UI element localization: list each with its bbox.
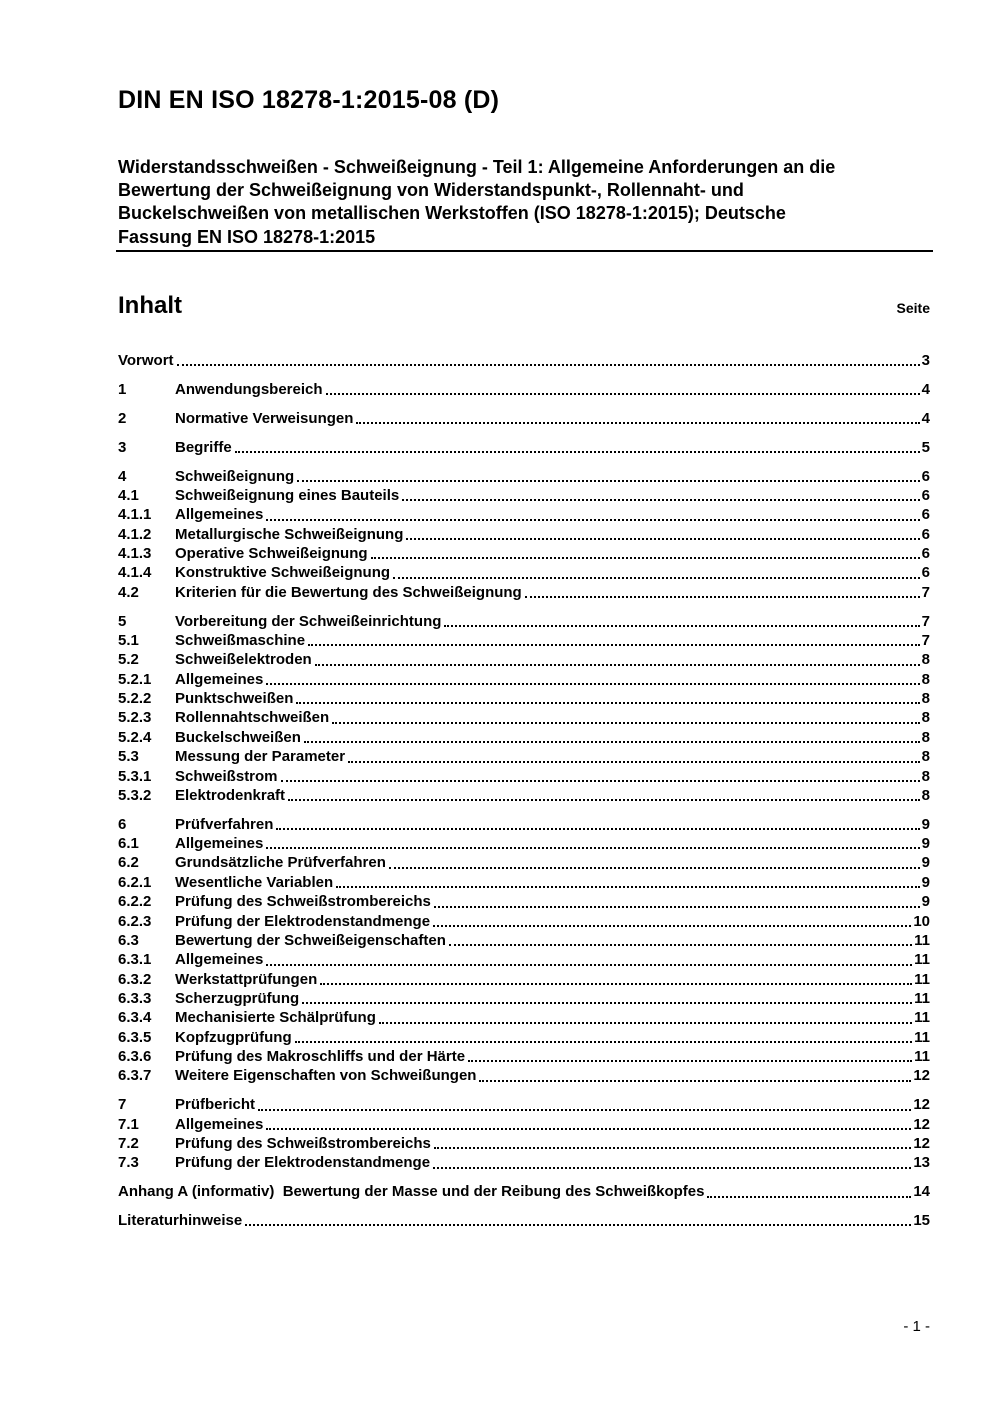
toc-entry-number: 5.2.1 <box>118 670 152 688</box>
toc-entry <box>118 892 930 911</box>
toc-entry-label: Punktschweißen <box>175 690 294 708</box>
toc-entry-label: Prüfung der Elektrodenstandmenge <box>175 912 431 930</box>
toc-entry-number: 5.1 <box>118 632 139 650</box>
toc-dot-leader <box>232 438 922 457</box>
toc-entry <box>118 563 930 582</box>
toc-entry-label: Vorwort <box>118 352 174 369</box>
toc-entry-label: Operative Schweißeignung <box>175 545 368 563</box>
toc-dot-leader <box>317 970 914 989</box>
toc-entry <box>118 873 930 892</box>
toc-entry-page: 8 <box>921 651 930 669</box>
toc-dot-leader <box>333 873 922 892</box>
toc-dot-leader <box>293 689 921 708</box>
toc-entry-page: 6 <box>921 525 930 543</box>
toc-entry <box>118 747 930 766</box>
toc-entry <box>118 950 930 969</box>
toc-entry-number: 7 <box>118 1096 127 1114</box>
toc-entry-number: 4.1 <box>118 487 139 505</box>
toc-dot-leader <box>263 670 921 689</box>
toc-entry-label: Schweißstrom <box>175 767 278 785</box>
toc-dot-leader <box>386 853 922 872</box>
toc-entry-page: 11 <box>914 951 930 969</box>
toc-entry <box>118 728 930 747</box>
toc-entry-number: 6.2.2 <box>118 893 152 911</box>
toc-entry-page: 6 <box>921 506 930 524</box>
toc-entry-number: 5 <box>118 612 127 630</box>
toc-entry-number: 1 <box>118 380 127 398</box>
toc-dot-leader <box>403 525 921 544</box>
toc-entry-page: 9 <box>921 815 930 833</box>
toc-dot-leader <box>329 708 921 727</box>
footer-page-number: - 1 - <box>903 1318 930 1335</box>
toc-entry-number: 4.1.1 <box>118 506 152 524</box>
toc-entry-page: 6 <box>921 545 930 563</box>
toc-entry-label: Allgemeines <box>175 506 264 524</box>
toc-dot-leader <box>174 351 922 370</box>
toc-entry-page: 8 <box>921 786 930 804</box>
toc-entry-page: 8 <box>921 767 930 785</box>
toc-dot-leader <box>299 989 914 1008</box>
toc-dot-leader <box>294 467 921 486</box>
toc-entry <box>118 1008 930 1027</box>
toc-entry <box>118 786 930 805</box>
toc-entry-number: 5.2.4 <box>118 728 152 746</box>
toc-entry-page: 7 <box>921 612 930 630</box>
toc-entry <box>118 1066 930 1085</box>
toc-dot-leader <box>441 612 921 631</box>
toc-entry-page: 14 <box>913 1183 930 1201</box>
toc-entry-label: Elektrodenkraft <box>175 786 286 804</box>
toc-entry-number: 6.3.7 <box>118 1067 152 1085</box>
toc-entry-label: Schweißelektroden <box>175 651 312 669</box>
toc-entry <box>118 1182 930 1201</box>
toc-entry <box>118 612 930 631</box>
toc-entry-number: 6.3.4 <box>118 1009 152 1027</box>
toc-entry-page: 11 <box>914 1009 930 1027</box>
table-of-contents <box>118 351 930 1230</box>
toc-entry-page: 15 <box>913 1212 930 1230</box>
document-subtitle-line: Widerstandsschweißen - Schweißeignung - Teil 1: Allgemeine Anforderungen an die <box>118 157 836 177</box>
document-subtitle-line: Bewertung der Schweißeignung von Widerstandspunkt-, Rollennaht- und <box>118 180 744 201</box>
toc-entry-page: 5 <box>921 438 930 456</box>
toc-entry-label: Grundsätzliche Prüfverfahren <box>175 854 386 872</box>
toc-entry <box>118 931 930 950</box>
toc-dot-leader <box>376 1008 914 1027</box>
toc-entry <box>118 544 930 563</box>
toc-entry-number: 6.3.2 <box>118 970 152 988</box>
toc-entry-number: 7.3 <box>118 1154 139 1172</box>
toc-entry <box>118 708 930 727</box>
toc-entry-label: Begriffe <box>175 438 232 456</box>
toc-entry-page: 13 <box>913 1154 930 1172</box>
toc-entry-number: 6.3 <box>118 931 139 949</box>
toc-entry-number: 5.3.2 <box>118 786 152 804</box>
toc-dot-leader <box>704 1182 913 1201</box>
toc-entry-page: 12 <box>913 1115 930 1133</box>
toc-entry-page: 12 <box>913 1134 930 1152</box>
toc-dot-leader <box>353 409 921 428</box>
toc-entry-number: 4.1.3 <box>118 545 152 563</box>
toc-dot-leader <box>390 563 922 582</box>
toc-entry <box>118 689 930 708</box>
toc-entry-label: Prüfung des Makroschliffs und der Härte <box>175 1047 466 1065</box>
toc-entry-page: 8 <box>921 690 930 708</box>
toc-dot-leader <box>430 912 913 931</box>
document-subtitle-line: Buckelschweißen von metallischen Werkstoffen (ISO 18278-1:2015); Deutsche <box>118 203 786 224</box>
toc-entry <box>118 767 930 786</box>
toc-dot-leader <box>431 892 922 911</box>
toc-entry-label: Schweißeignung <box>175 467 295 485</box>
toc-dot-leader <box>263 1115 913 1134</box>
toc-entry <box>118 989 930 1008</box>
toc-entry-page: 4 <box>921 409 930 427</box>
toc-entry-label: Kriterien für die Bewertung des Schweißeignung <box>175 583 522 601</box>
toc-dot-leader <box>273 815 921 834</box>
toc-dot-leader <box>399 486 921 505</box>
toc-entry-page: 4 <box>921 380 930 398</box>
toc-page-column-label: Seite <box>896 300 930 316</box>
toc-entry-label: Kopfzugprüfung <box>175 1028 292 1046</box>
toc-entry-number: 7.1 <box>118 1115 139 1133</box>
toc-dot-leader <box>312 650 922 669</box>
toc-entry-number: 5.3.1 <box>118 767 152 785</box>
toc-entry-page: 10 <box>913 912 930 930</box>
toc-entry-label: Prüfverfahren <box>175 815 274 833</box>
toc-entry-label: Prüfung des Schweißstrombereichs <box>175 893 431 911</box>
toc-entry-number: 4.1.4 <box>118 564 152 582</box>
toc-dot-leader <box>345 747 922 766</box>
toc-entry-page: 9 <box>921 854 930 872</box>
toc-entry-label: Metallurgische Schweißeignung <box>175 525 404 543</box>
toc-dot-leader <box>263 505 921 524</box>
toc-entry-label: Schweißmaschine <box>175 632 306 650</box>
toc-entry-label: Messung der Parameter <box>175 748 346 766</box>
toc-entry-page: 11 <box>914 989 930 1007</box>
toc-entry-label: Anwendungsbereich <box>175 380 323 398</box>
toc-entry-page: 12 <box>913 1096 930 1114</box>
toc-entry <box>118 438 930 457</box>
toc-dot-leader <box>522 583 922 602</box>
toc-entry <box>118 380 930 399</box>
toc-entry-number: 5.3 <box>118 748 139 766</box>
toc-entry <box>118 834 930 853</box>
toc-entry-page: 11 <box>914 1047 930 1065</box>
toc-entry <box>118 467 930 486</box>
toc-dot-leader <box>430 1153 913 1172</box>
toc-entry-page: 3 <box>921 352 930 369</box>
toc-dot-leader <box>255 1095 913 1114</box>
toc-entry-number: 7.2 <box>118 1134 139 1152</box>
toc-entry <box>118 409 930 428</box>
toc-entry-number: 5.2.3 <box>118 709 152 727</box>
toc-entry <box>118 505 930 524</box>
toc-entry-number: 6.2.3 <box>118 912 152 930</box>
toc-dot-leader <box>431 1134 913 1153</box>
toc-dot-leader <box>305 631 922 650</box>
toc-entry <box>118 1115 930 1134</box>
toc-dot-leader <box>263 950 914 969</box>
toc-entry-number: 6.3.5 <box>118 1028 152 1046</box>
toc-entry <box>118 670 930 689</box>
toc-entry-label: Rollennahtschweißen <box>175 709 330 727</box>
toc-entry-page: 6 <box>921 467 930 485</box>
toc-entry-number: 6.3.6 <box>118 1047 152 1065</box>
document-title: DIN EN ISO 18278-1:2015-08 (D) <box>118 86 500 114</box>
toc-entry <box>118 1134 930 1153</box>
toc-entry <box>118 1095 930 1114</box>
toc-entry-page: 12 <box>913 1067 930 1085</box>
toc-entry-label: Scherzugprüfung <box>175 989 300 1007</box>
toc-entry-page: 6 <box>921 564 930 582</box>
toc-entry-page: 8 <box>921 670 930 688</box>
toc-entry <box>118 970 930 989</box>
toc-entry-page: 9 <box>921 893 930 911</box>
toc-heading: Inhalt <box>118 292 182 319</box>
toc-entry-page: 8 <box>921 728 930 746</box>
toc-entry-label: Allgemeines <box>175 835 264 853</box>
toc-entry-page: 11 <box>914 970 930 988</box>
document-subtitle <box>118 156 952 249</box>
toc-dot-leader <box>301 728 922 747</box>
toc-entry-label: Mechanisierte Schälprüfung <box>175 1009 376 1027</box>
toc-entry-page: 8 <box>921 709 930 727</box>
toc-entry-page: 8 <box>921 748 930 766</box>
toc-dot-leader <box>368 544 922 563</box>
toc-entry-label: Werkstattprüfungen <box>175 970 318 988</box>
toc-dot-leader <box>285 786 922 805</box>
toc-entry-label: Allgemeines <box>175 951 264 969</box>
toc-header <box>118 292 930 320</box>
toc-entry-label: Bewertung der Schweißeigenschaften <box>175 931 446 949</box>
toc-entry-number: 6.3.3 <box>118 989 152 1007</box>
toc-entry-page: 6 <box>921 487 930 505</box>
toc-entry-label: Anhang A (informativ) Bewertung der Masse und der Reibung des Schweißkopfes <box>118 1183 705 1201</box>
toc-entry-number: 4.1.2 <box>118 525 152 543</box>
toc-entry <box>118 853 930 872</box>
toc-entry-label: Weitere Eigenschaften von Schweißungen <box>175 1067 477 1085</box>
toc-entry-label: Allgemeines <box>175 1115 264 1133</box>
toc-entry-number: 2 <box>118 409 127 427</box>
toc-entry-page: 11 <box>914 931 930 949</box>
toc-entry <box>118 1047 930 1066</box>
toc-entry <box>118 650 930 669</box>
toc-dot-leader <box>323 380 922 399</box>
toc-entry <box>118 1211 930 1230</box>
toc-dot-leader <box>465 1047 914 1066</box>
toc-entry-number: 4.2 <box>118 583 139 601</box>
toc-entry <box>118 583 930 602</box>
toc-entry-number: 4 <box>118 467 127 485</box>
toc-entry-label: Buckelschweißen <box>175 728 301 746</box>
toc-entry-page: 7 <box>921 632 930 650</box>
toc-entry-label: Schweißeignung eines Bauteils <box>175 487 400 505</box>
toc-entry-label: Konstruktive Schweißeignung <box>175 564 391 582</box>
toc-entry-number: 5.2 <box>118 651 139 669</box>
toc-entry <box>118 525 930 544</box>
toc-dot-leader <box>476 1066 913 1085</box>
toc-entry <box>118 912 930 931</box>
toc-entry-label: Prüfbericht <box>175 1096 256 1114</box>
toc-entry-label: Allgemeines <box>175 670 264 688</box>
toc-entry-page: 7 <box>921 583 930 601</box>
toc-entry-number: 3 <box>118 438 127 456</box>
toc-entry-label: Vorbereitung der Schweißeinrichtung <box>175 612 442 630</box>
toc-dot-leader <box>278 767 922 786</box>
toc-entry <box>118 351 930 370</box>
toc-entry-label: Literaturhinweise <box>118 1212 243 1230</box>
toc-entry-label: Wesentliche Variablen <box>175 873 334 891</box>
toc-entry <box>118 1153 930 1172</box>
toc-entry-label: Prüfung der Elektrodenstandmenge <box>175 1154 431 1172</box>
toc-entry-number: 6.1 <box>118 835 139 853</box>
toc-entry-page: 11 <box>914 1028 930 1046</box>
toc-entry <box>118 486 930 505</box>
toc-entry-number: 6 <box>118 815 127 833</box>
toc-entry-number: 5.2.2 <box>118 690 152 708</box>
toc-entry <box>118 815 930 834</box>
toc-dot-leader <box>242 1211 913 1230</box>
toc-entry-number: 6.2.1 <box>118 873 152 891</box>
title-divider <box>116 250 933 252</box>
toc-entry-number: 6.3.1 <box>118 951 152 969</box>
toc-entry-label: Normative Verweisungen <box>175 409 354 427</box>
toc-entry-number: 6.2 <box>118 854 139 872</box>
toc-dot-leader <box>292 1028 915 1047</box>
toc-dot-leader <box>446 931 914 950</box>
toc-entry-page: 9 <box>921 835 930 853</box>
toc-dot-leader <box>263 834 921 853</box>
toc-entry-page: 9 <box>921 873 930 891</box>
document-subtitle-line: Fassung EN ISO 18278-1:2015 <box>118 226 376 247</box>
toc-entry <box>118 631 930 650</box>
toc-entry <box>118 1028 930 1047</box>
toc-entry-label: Prüfung des Schweißstrombereichs <box>175 1134 431 1152</box>
